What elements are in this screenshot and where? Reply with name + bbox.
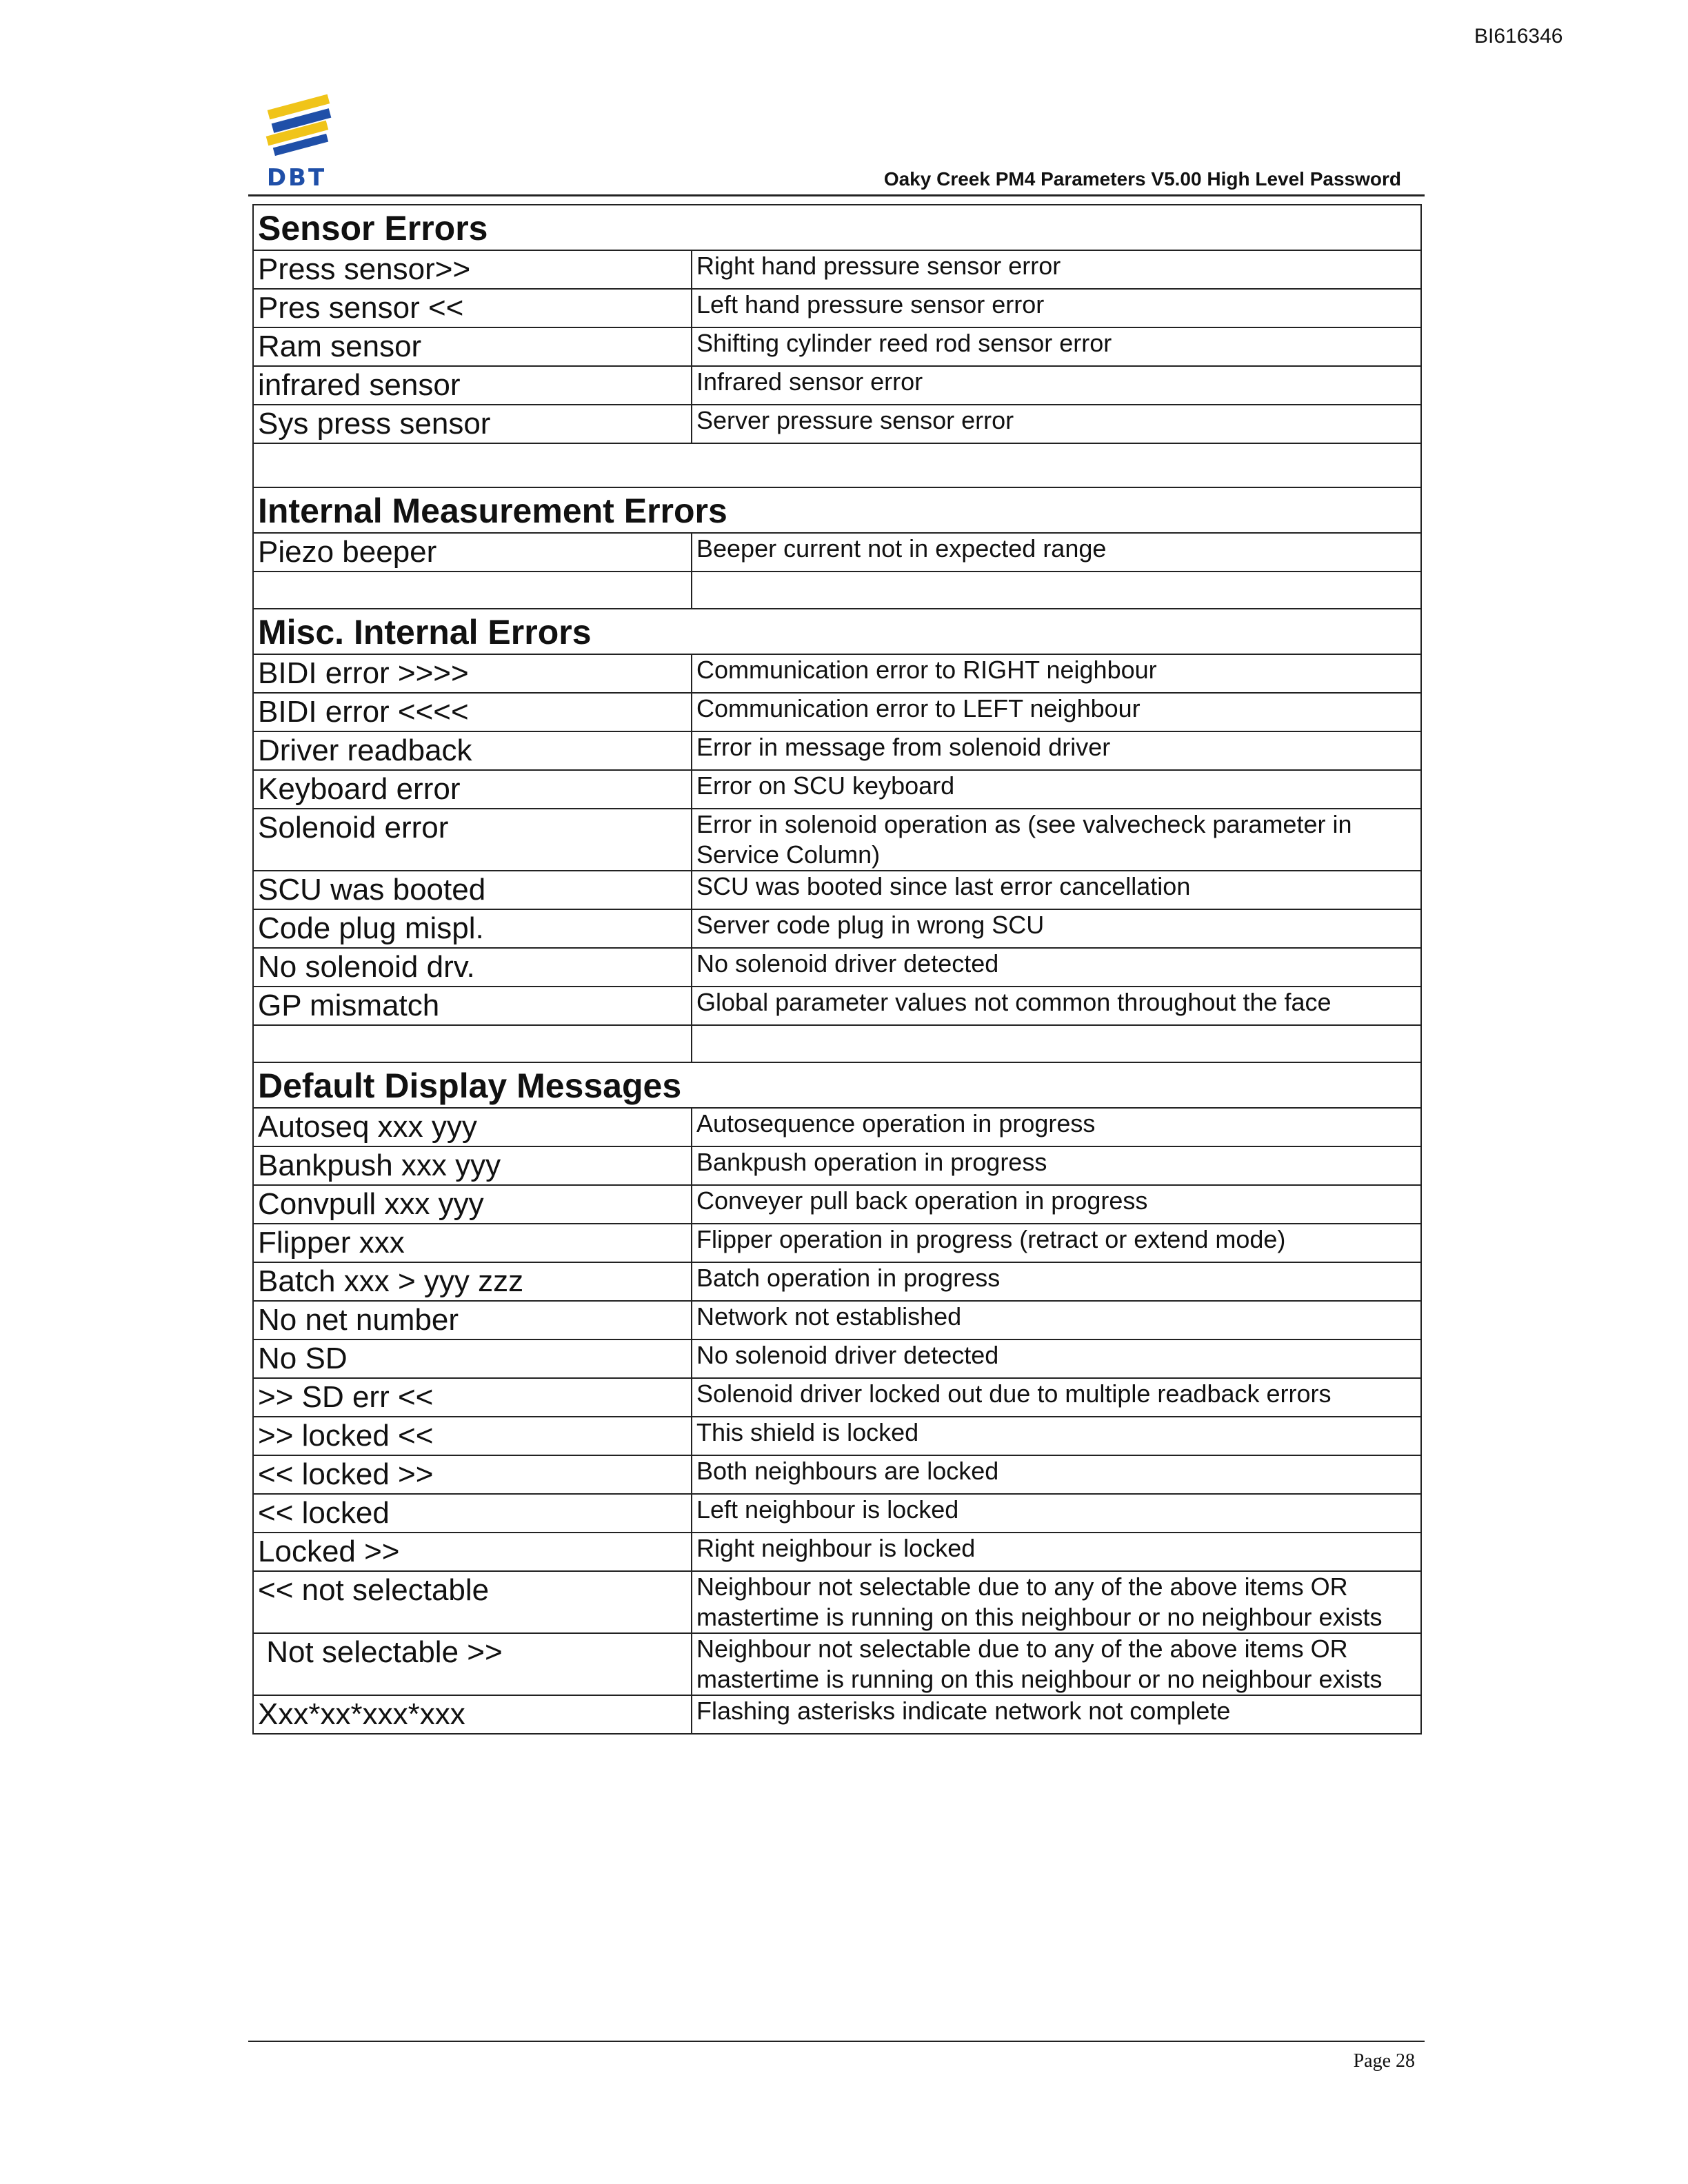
message-description: Flashing asterisks indicate network not complete — [692, 1695, 1421, 1734]
message-description: Communication error to RIGHT neighbour — [692, 654, 1421, 693]
message-description: Autosequence operation in progress — [692, 1108, 1421, 1146]
message-name: Piezo beeper — [253, 533, 692, 572]
message-description: Right neighbour is locked — [692, 1533, 1421, 1571]
table-row — [253, 250, 1421, 289]
message-name: Keyboard error — [253, 770, 692, 809]
dbt-logo — [262, 90, 345, 193]
message-description: Server pressure sensor error — [692, 405, 1421, 443]
message-description: Infrared sensor error — [692, 366, 1421, 405]
message-description: Global parameter values not common throughout the face — [692, 987, 1421, 1025]
message-name: GP mismatch — [253, 987, 692, 1025]
table-row — [253, 405, 1421, 443]
page-number: Page 28 — [1353, 2050, 1415, 2072]
table-row — [253, 987, 1421, 1025]
section-title: Sensor Errors — [253, 205, 1421, 250]
message-name: Press sensor>> — [253, 250, 692, 289]
message-description: Communication error to LEFT neighbour — [692, 693, 1421, 731]
table-row — [253, 731, 1421, 770]
table-row — [253, 1417, 1421, 1455]
table-row — [253, 1301, 1421, 1339]
message-name: No SD — [253, 1339, 692, 1378]
section-title: Default Display Messages — [253, 1062, 1421, 1108]
table-row — [253, 533, 1421, 572]
message-name: Convpull xxx yyy — [253, 1185, 692, 1224]
table-row — [253, 693, 1421, 731]
message-description: Solenoid driver locked out due to multiple readback errors — [692, 1378, 1421, 1417]
message-name: No solenoid drv. — [253, 948, 692, 987]
message-name: Flipper xxx — [253, 1224, 692, 1262]
message-name: infrared sensor — [253, 366, 692, 405]
message-description: Shifting cylinder reed rod sensor error — [692, 327, 1421, 366]
table-row — [253, 1108, 1421, 1146]
message-name: Xxx*xx*xxx*xxx — [253, 1695, 692, 1734]
table-row — [253, 1339, 1421, 1378]
message-description: SCU was booted since last error cancellation — [692, 871, 1421, 909]
section-title: Misc. Internal Errors — [253, 609, 1421, 654]
message-name: BIDI error >>>> — [253, 654, 692, 693]
section-header-sensor-errors — [253, 205, 1421, 250]
message-description: Server code plug in wrong SCU — [692, 909, 1421, 948]
section-header-misc-internal-errors — [253, 609, 1421, 654]
message-name: Pres sensor << — [253, 289, 692, 327]
message-description: Left neighbour is locked — [692, 1494, 1421, 1533]
table-row — [253, 809, 1421, 871]
message-name: Autoseq xxx yyy — [253, 1108, 692, 1146]
document-id: BI616346 — [1474, 25, 1563, 48]
message-description: Batch operation in progress — [692, 1262, 1421, 1301]
section-header-default-display-messages — [253, 1062, 1421, 1108]
message-description: Network not established — [692, 1301, 1421, 1339]
message-name: No net number — [253, 1301, 692, 1339]
message-name: Sys press sensor — [253, 405, 692, 443]
logo-text: DBT — [266, 164, 327, 192]
table-row — [253, 1571, 1421, 1633]
message-name: << not selectable — [253, 1571, 692, 1633]
message-description: Conveyer pull back operation in progress — [692, 1185, 1421, 1224]
table-row — [253, 327, 1421, 366]
table-row — [253, 909, 1421, 948]
message-name: >> SD err << — [253, 1378, 692, 1417]
table-row — [253, 1378, 1421, 1417]
message-description: Flipper operation in progress (retract or extend mode) — [692, 1224, 1421, 1262]
message-description: Bankpush operation in progress — [692, 1146, 1421, 1185]
message-description: Error in solenoid operation as (see valvecheck parameter in Service Column) — [692, 809, 1421, 871]
table-row — [253, 871, 1421, 909]
message-name: BIDI error <<<< — [253, 693, 692, 731]
header-divider — [248, 194, 1425, 196]
table-row — [253, 1146, 1421, 1185]
message-name: Bankpush xxx yyy — [253, 1146, 692, 1185]
message-name: Driver readback — [253, 731, 692, 770]
header-title: Oaky Creek PM4 Parameters V5.00 High Level Password — [883, 168, 1401, 190]
message-name: Locked >> — [253, 1533, 692, 1571]
message-description: This shield is locked — [692, 1417, 1421, 1455]
message-name: >> locked << — [253, 1417, 692, 1455]
footer-divider — [248, 2041, 1425, 2042]
table-row — [253, 1185, 1421, 1224]
section-title: Internal Measurement Errors — [253, 487, 1421, 533]
table-row — [253, 654, 1421, 693]
message-name: Solenoid error — [253, 809, 692, 871]
message-description: Neighbour not selectable due to any of the above items OR mastertime is running on this neighbour or no neighbour exists — [692, 1633, 1421, 1695]
message-name: SCU was booted — [253, 871, 692, 909]
message-name: Batch xxx > yyy zzz — [253, 1262, 692, 1301]
table-row — [253, 948, 1421, 987]
spacer-row — [253, 443, 1421, 487]
message-description: Beeper current not in expected range — [692, 533, 1421, 572]
table-row — [253, 1224, 1421, 1262]
message-name: << locked — [253, 1494, 692, 1533]
table-row — [253, 1633, 1421, 1695]
message-name: << locked >> — [253, 1455, 692, 1494]
table-row — [253, 1455, 1421, 1494]
message-name: Ram sensor — [253, 327, 692, 366]
message-name: Code plug mispl. — [253, 909, 692, 948]
section-header-internal-measurement-errors — [253, 487, 1421, 533]
table-row — [253, 1262, 1421, 1301]
table-row — [253, 289, 1421, 327]
message-description: No solenoid driver detected — [692, 948, 1421, 987]
message-description: Left hand pressure sensor error — [692, 289, 1421, 327]
table-row — [253, 1494, 1421, 1533]
message-description: Error in message from solenoid driver — [692, 731, 1421, 770]
parameters-table — [252, 204, 1422, 1735]
spacer-row — [253, 1025, 1421, 1062]
table-row — [253, 770, 1421, 809]
table-row — [253, 1695, 1421, 1734]
message-description: Error on SCU keyboard — [692, 770, 1421, 809]
dbt-logo-icon — [262, 90, 338, 165]
table-row — [253, 366, 1421, 405]
message-name: Not selectable >> — [253, 1633, 692, 1695]
message-description: Both neighbours are locked — [692, 1455, 1421, 1494]
message-description: Right hand pressure sensor error — [692, 250, 1421, 289]
table-row — [253, 1533, 1421, 1571]
message-description: Neighbour not selectable due to any of the above items OR mastertime is running on this neighbour or no neighbour exists — [692, 1571, 1421, 1633]
spacer-row — [253, 572, 1421, 609]
message-description: No solenoid driver detected — [692, 1339, 1421, 1378]
